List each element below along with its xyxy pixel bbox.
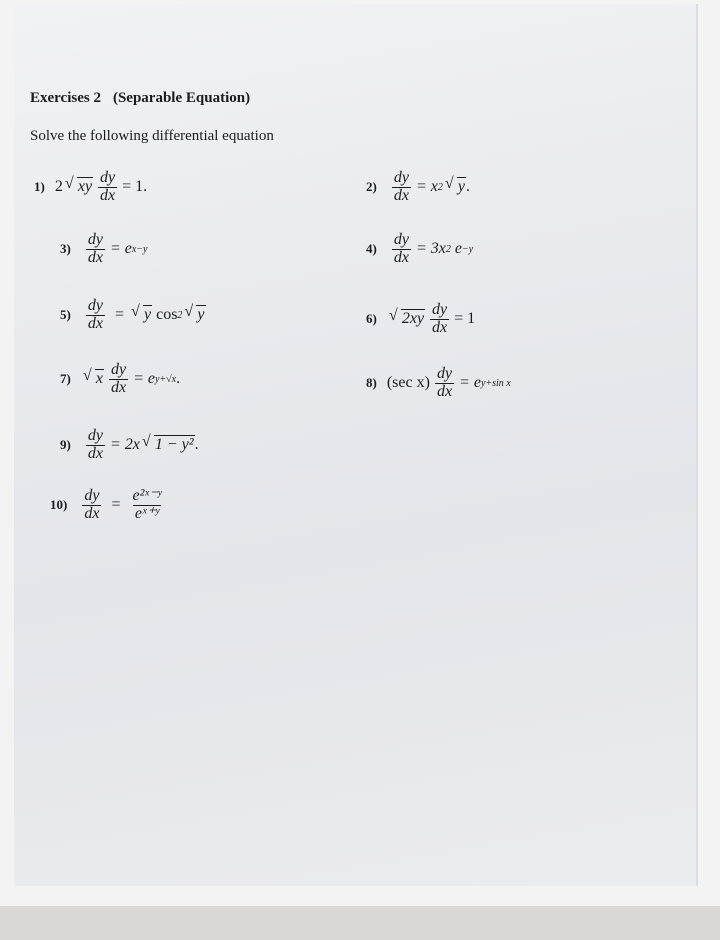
exercise-1: 1) 2 √ xy $\frac{dy}{dx}$ = 1. bbox=[34, 170, 147, 205]
exercise-8: 8) (sec x) $\frac{dy}{dx}$ = e y+sin x bbox=[366, 365, 511, 400]
exercise-3: 3) $\frac{dy}{dx}$ = e x−y bbox=[60, 231, 148, 266]
exercise-9: 9) $\frac{dy}{dx}$ = 2x √ 1 − y² . bbox=[60, 428, 199, 463]
exercise-title bbox=[30, 90, 250, 107]
exercise-4: 4) $\frac{dy}{dx}$ = 3x 2 e −y bbox=[366, 231, 474, 266]
exercise-label: Exercises 2 bbox=[30, 90, 101, 106]
exercise-5: 5) $\frac{dy}{dx}$ = √ y cos 2 √ y bbox=[60, 298, 206, 333]
bottom-strip bbox=[0, 906, 720, 940]
instruction-text: Solve the following differential equation bbox=[30, 128, 274, 144]
exercise-6: 6) √ 2xy $\frac{dy}{dx}$ = 1 bbox=[366, 302, 475, 337]
exercise-7: 7) √ x $\frac{dy}{dx}$ = e y+√x . bbox=[60, 362, 180, 397]
exercise-topic: (Separable Equation) bbox=[112, 90, 251, 106]
exercise-2: 2) $\frac{dy}{dx}$ = x 2 √ y . bbox=[366, 170, 470, 205]
exercise-10: 10) $\frac{dy}{dx}$ = $\frac{\text{e²ˣ⁻ʸ}}{\text{eˣ⁺ʸ}}$ bbox=[50, 487, 162, 522]
